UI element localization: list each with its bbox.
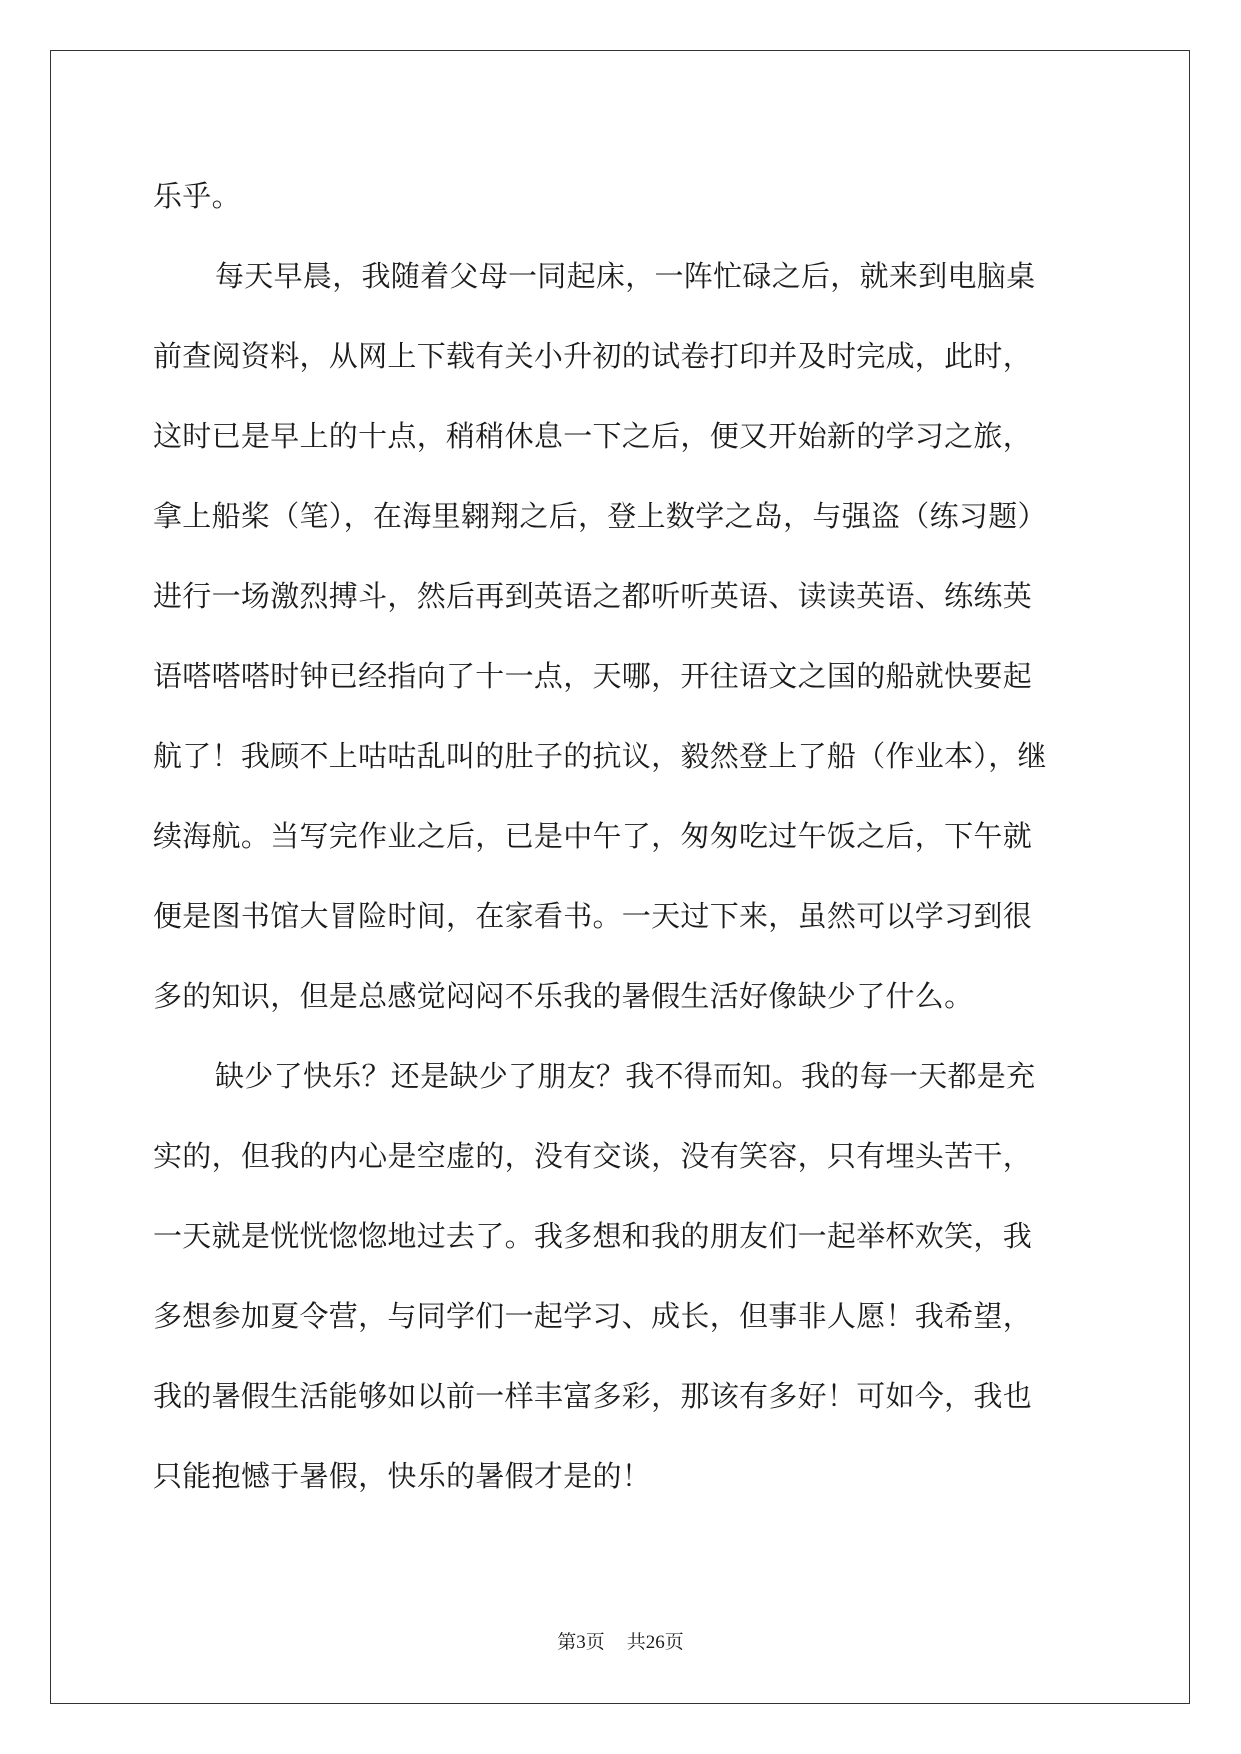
text-line: 我的暑假生活能够如以前一样丰富多彩，那该有多好！可如今，我也: [153, 1379, 1033, 1413]
text-line: 实的，但我的内心是空虚的，没有交谈，没有笑容，只有埋头苦干，: [153, 1139, 1033, 1173]
text-line: 缺少了快乐？还是缺少了朋友？我不得而知。我的每一天都是充: [215, 1059, 1036, 1093]
text-line: 拿上船桨（笔），在海里翱翔之后，登上数学之岛，与强盗（练习题）: [153, 499, 1047, 533]
page-footer: [0, 1627, 1241, 1654]
document-body: [153, 156, 1098, 1516]
text-line: 一天就是恍恍惚惚地过去了。我多想和我的朋友们一起举杯欢笑，我: [153, 1219, 1033, 1253]
text-line: 乐乎。: [153, 179, 241, 213]
text-line: 语嗒嗒嗒时钟已经指向了十一点，天哪，开往语文之国的船就快要起: [153, 659, 1033, 693]
text-line: 航了！我顾不上咕咕乱叫的肚子的抗议，毅然登上了船（作业本），继: [153, 739, 1047, 773]
page-total: 共26页: [626, 1632, 684, 1653]
page-number: 第3页: [557, 1632, 605, 1653]
text-line: 这时已是早上的十点，稍稍休息一下之后，便又开始新的学习之旅，: [153, 419, 1033, 453]
text-line: 多想参加夏令营，与同学们一起学习、成长，但事非人愿！我希望，: [153, 1299, 1033, 1333]
text-line: 每天早晨，我随着父母一同起床，一阵忙碌之后，就来到电脑桌: [215, 259, 1036, 293]
text-line: 前查阅资料，从网上下载有关小升初的试卷打印并及时完成，此时，: [153, 339, 1033, 373]
text-line: 多的知识，但是总感觉闷闷不乐我的暑假生活好像缺少了什么。: [153, 979, 974, 1013]
text-line: 便是图书馆大冒险时间，在家看书。一天过下来，虽然可以学习到很: [153, 899, 1033, 933]
text-line: 续海航。当写完作业之后，已是中午了，匆匆吃过午饭之后，下午就: [153, 819, 1033, 853]
text-line: 只能抱憾于暑假，快乐的暑假才是的！: [153, 1459, 652, 1493]
text-line: 进行一场激烈搏斗，然后再到英语之都听听英语、读读英语、练练英: [153, 579, 1033, 613]
